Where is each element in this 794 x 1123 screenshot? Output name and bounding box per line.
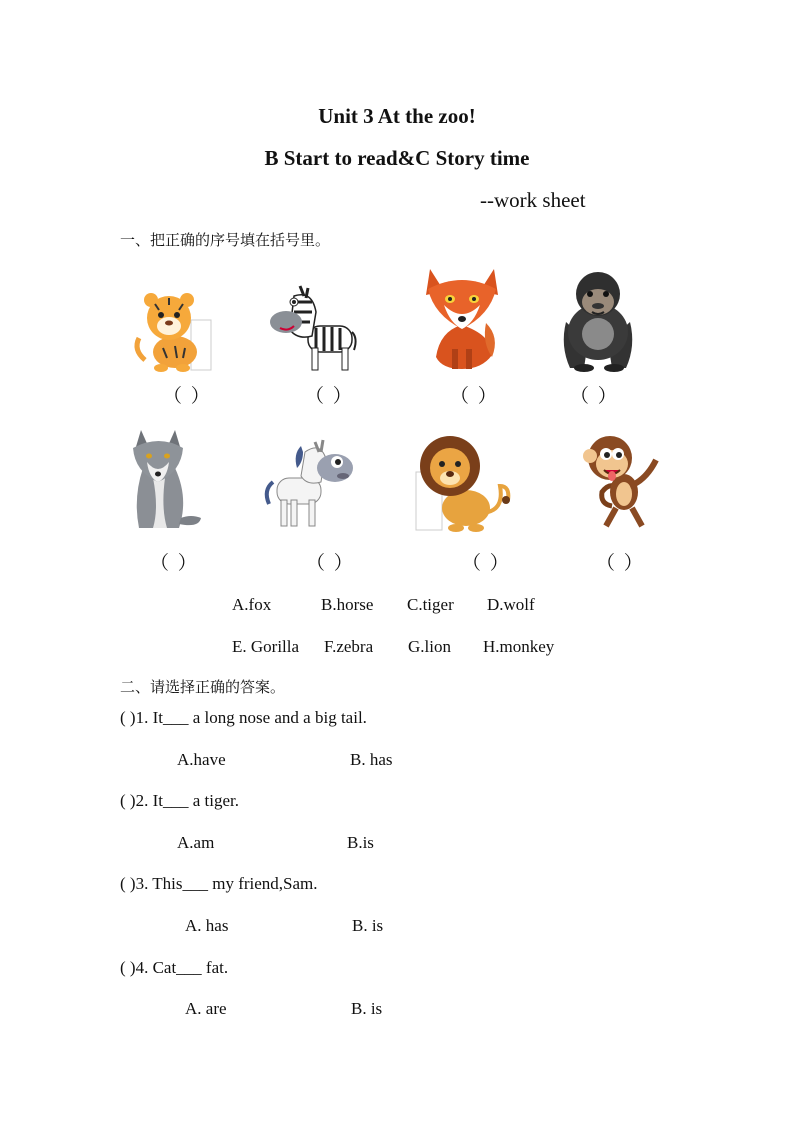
answer-paren-fox[interactable]: （ ） [450,386,499,407]
question-1: ( )1. It___ a long nose and a big tail. [120,708,367,727]
question-2-choice-a[interactable]: A.am [177,833,215,852]
question-2: ( )2. It___ a tiger. [120,791,239,810]
page-title: Unit 3 At the zoo! [318,104,476,128]
answer-paren-lion[interactable]: （ ） [462,553,511,574]
tiger-icon [133,290,213,374]
section2-heading: 二、请选择正确的答案。 [120,678,286,696]
option-b: B.horse [321,595,374,614]
question-2-choice-b[interactable]: B.is [347,833,374,852]
question-4: ( )4. Cat___ fat. [120,958,229,977]
option-d: D.wolf [487,595,535,614]
zebra-icon [268,282,358,372]
option-e: E. Gorilla [232,637,300,656]
wolf-icon [123,428,203,532]
question-3-choice-a[interactable]: A. has [185,916,229,935]
worksheet-tag: --work sheet [480,188,586,212]
option-g: G.lion [408,637,451,656]
fox-icon [422,265,502,371]
answer-paren-zebra[interactable]: （ ） [305,386,354,407]
option-h: H.monkey [483,637,555,656]
question-1-choice-a[interactable]: A.have [177,750,226,769]
horse-icon [265,432,357,530]
question-3: ( )3. This___ my friend,Sam. [120,874,318,893]
option-a: A.fox [232,595,272,614]
answer-paren-wolf[interactable]: （ ） [150,553,199,574]
question-4-choice-a[interactable]: A. are [185,999,227,1018]
page-subtitle: B Start to read&C Story time [264,146,530,170]
option-f: F.zebra [324,637,374,656]
gorilla-icon [556,268,640,372]
question-3-choice-b[interactable]: B. is [352,916,384,935]
question-1-choice-b[interactable]: B. has [350,750,393,769]
answer-paren-gorilla[interactable]: （ ） [570,386,619,407]
answer-paren-horse[interactable]: （ ） [306,553,355,574]
answer-paren-monkey[interactable]: （ ） [596,553,645,574]
lion-icon [414,432,510,532]
answer-paren-tiger[interactable]: （ ） [163,386,212,407]
question-4-choice-b[interactable]: B. is [351,999,383,1018]
monkey-icon [580,428,666,532]
section1-heading: 一、把正确的序号填在括号里。 [120,231,331,249]
option-c: C.tiger [407,595,454,614]
